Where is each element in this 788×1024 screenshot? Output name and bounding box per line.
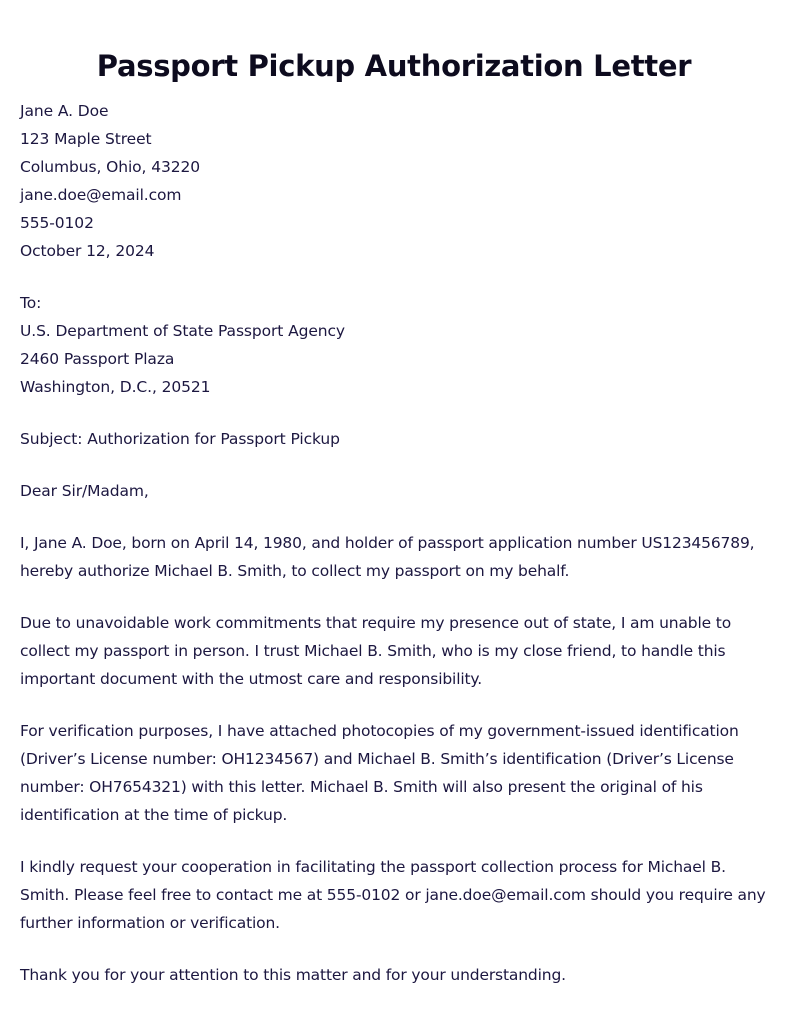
recipient-to-label: To:: [20, 294, 42, 312]
sender-email: jane.doe@email.com: [20, 186, 182, 204]
subject-line: [20, 425, 768, 453]
sender-block: [20, 97, 768, 265]
sender-street: 123 Maple Street: [20, 130, 152, 148]
recipient-street: 2460 Passport Plaza: [20, 350, 175, 368]
sender-phone: 555-0102: [20, 214, 94, 232]
body-paragraph-request: I kindly request your cooperation in facilitating the passport collection process for Michael B. Smith. Please feel free to contact me at 555-0102 or jane.doe@email.com should you require any further information or verification.: [20, 858, 766, 932]
recipient-organization: U.S. Department of State Passport Agency: [20, 322, 346, 340]
letter-page: [20, 0, 768, 989]
salutation-text: Dear Sir/Madam,: [20, 482, 149, 500]
sender-name: Jane A. Doe: [20, 102, 109, 120]
body-paragraph-reason: Due to unavoidable work commitments that require my presence out of state, I am unable to collect my passport in person. I trust Michael B. Smith, who is my close friend, to handle this important document with the utmost care and responsibility.: [20, 614, 732, 688]
sender-city: Columbus, Ohio, 43220: [20, 158, 201, 176]
recipient-block: [20, 289, 768, 401]
body-paragraph-verification: For verification purposes, I have attached photocopies of my government-issued identification (Driver’s License number: OH1234567) and Michael B. Smith’s identification (Driver’s License number: OH7654321) with this letter. Michael B. Smith will also present the original of his identification at the time of pickup.: [20, 722, 739, 824]
body-paragraph-thanks: Thank you for your attention to this matter and for your understanding.: [20, 966, 566, 984]
salutation: [20, 477, 768, 505]
letter-title: Passport Pickup Authorization Letter: [96, 49, 692, 83]
recipient-city: Washington, D.C., 20521: [20, 378, 211, 396]
letter-date: October 12, 2024: [20, 242, 155, 260]
body-paragraph-authorization: I, Jane A. Doe, born on April 14, 1980, and holder of passport application number US123456789, hereby authorize Michael B. Smith, to collect my passport on my behalf.: [20, 534, 755, 580]
subject-text: Subject: Authorization for Passport Pickup: [20, 430, 340, 448]
